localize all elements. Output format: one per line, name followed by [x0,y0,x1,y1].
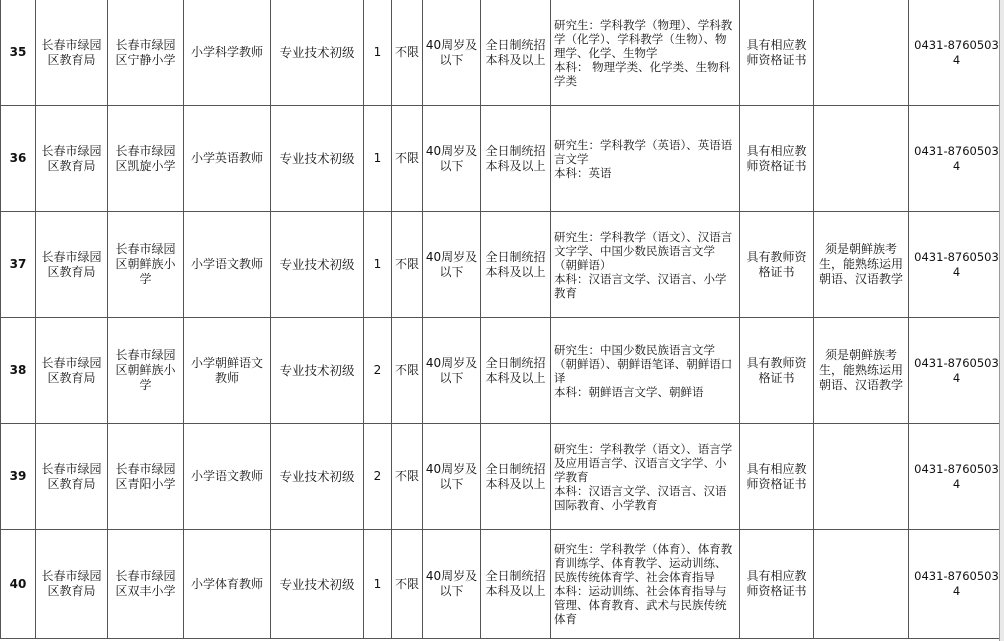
count-cell: 2 [364,424,392,530]
certificate-cell: 具有教师资格证书 [740,212,814,318]
row-number: 36 [1,106,36,212]
certificate-cell: 具有相应教师资格证书 [740,424,814,530]
education-cell: 全日制统招本科及以上 [481,318,551,424]
category-cell: 专业技术初级 [271,530,364,639]
gender-cell: 不限 [392,106,423,212]
school-cell: 长春市绿园区双丰小学 [108,530,184,639]
department-cell: 长春市绿园区教育局 [36,0,108,106]
gender-cell: 不限 [392,0,423,106]
certificate-cell: 具有教师资格证书 [740,318,814,424]
school-cell: 长春市绿园区宁静小学 [108,0,184,106]
window-edge [999,0,1004,641]
certificate-cell: 具有相应教师资格证书 [740,530,814,639]
table-row [1,212,1004,318]
row-number: 38 [1,318,36,424]
category-cell: 专业技术初级 [271,424,364,530]
phone-cell: 0431-87605034 [909,212,1004,318]
education-cell: 全日制统招本科及以上 [481,212,551,318]
major-cell: 研究生：中国少数民族语言文学（朝鲜语）、朝鲜语笔译、朝鲜语口译 本科：朝鲜语言文学、朝鲜语 [551,318,740,424]
department-cell: 长春市绿园区教育局 [36,106,108,212]
note-cell [814,0,909,106]
phone-cell: 0431-87605034 [909,318,1004,424]
row-number: 39 [1,424,36,530]
phone-cell: 0431-87605034 [909,530,1004,639]
age-cell: 40周岁及以下 [423,0,481,106]
major-cell: 研究生：学科教学（物理）、学科教学（化学）、学科教学（生物）、物理学、化学、生物学 本科： 物理学类、化学类、生物科学类 [551,0,740,106]
education-cell: 全日制统招本科及以上 [481,424,551,530]
school-cell: 长春市绿园区朝鲜族小学 [108,318,184,424]
certificate-cell: 具有相应教师资格证书 [740,106,814,212]
count-cell: 2 [364,318,392,424]
category-cell: 专业技术初级 [271,212,364,318]
row-number: 37 [1,212,36,318]
major-cell: 研究生：学科教学（语文）、语言学及应用语言学、汉语言文字学、小学教育 本科：汉语言文学、汉语言、汉语国际教育、小学教育 [551,424,740,530]
major-cell: 研究生：学科教学（英语）、英语语言文学 本科：英语 [551,106,740,212]
position-cell: 小学朝鲜语文教师 [184,318,271,424]
table-row [1,530,1004,639]
phone-cell: 0431-87605034 [909,106,1004,212]
note-cell [814,424,909,530]
gender-cell: 不限 [392,530,423,639]
note-cell: 须是朝鲜族考生，能熟练运用朝语、汉语教学 [814,212,909,318]
major-cell: 研究生：学科教学（语文）、汉语言文字学、中国少数民族语言文学（朝鲜语） 本科：汉语言文学、汉语言、小学教育 [551,212,740,318]
certificate-cell: 具有相应教师资格证书 [740,0,814,106]
gender-cell: 不限 [392,318,423,424]
education-cell: 全日制统招本科及以上 [481,530,551,639]
age-cell: 40周岁及以下 [423,424,481,530]
department-cell: 长春市绿园区教育局 [36,530,108,639]
position-cell: 小学体育教师 [184,530,271,639]
position-cell: 小学语文教师 [184,424,271,530]
row-number: 35 [1,0,36,106]
department-cell: 长春市绿园区教育局 [36,212,108,318]
category-cell: 专业技术初级 [271,0,364,106]
note-cell [814,530,909,639]
education-cell: 全日制统招本科及以上 [481,0,551,106]
education-cell: 全日制统招本科及以上 [481,106,551,212]
position-cell: 小学英语教师 [184,106,271,212]
school-cell: 长春市绿园区青阳小学 [108,424,184,530]
gender-cell: 不限 [392,212,423,318]
count-cell: 1 [364,0,392,106]
table-row [1,318,1004,424]
position-cell: 小学语文教师 [184,212,271,318]
table-row [1,0,1004,106]
count-cell: 1 [364,106,392,212]
note-cell [814,106,909,212]
table-row [1,424,1004,530]
age-cell: 40周岁及以下 [423,212,481,318]
age-cell: 40周岁及以下 [423,530,481,639]
phone-cell: 0431-87605034 [909,0,1004,106]
phone-cell: 0431-87605034 [909,424,1004,530]
major-cell: 研究生：学科教学（体育）、体育教育训练学、体育教学、运动训练、民族传统体育学、社会体育指导 本科：运动训练、社会体育指导与管理、体育教育、武术与民族传统体育 [551,530,740,639]
position-cell: 小学科学教师 [184,0,271,106]
category-cell: 专业技术初级 [271,106,364,212]
department-cell: 长春市绿园区教育局 [36,318,108,424]
department-cell: 长春市绿园区教育局 [36,424,108,530]
school-cell: 长春市绿园区朝鲜族小学 [108,212,184,318]
school-cell: 长春市绿园区凯旋小学 [108,106,184,212]
count-cell: 1 [364,212,392,318]
gender-cell: 不限 [392,424,423,530]
note-cell: 须是朝鲜族考生，能熟练运用朝语、汉语教学 [814,318,909,424]
count-cell: 1 [364,530,392,639]
age-cell: 40周岁及以下 [423,318,481,424]
category-cell: 专业技术初级 [271,318,364,424]
table-body [1,0,1004,639]
age-cell: 40周岁及以下 [423,106,481,212]
row-number: 40 [1,530,36,639]
table-row [1,106,1004,212]
